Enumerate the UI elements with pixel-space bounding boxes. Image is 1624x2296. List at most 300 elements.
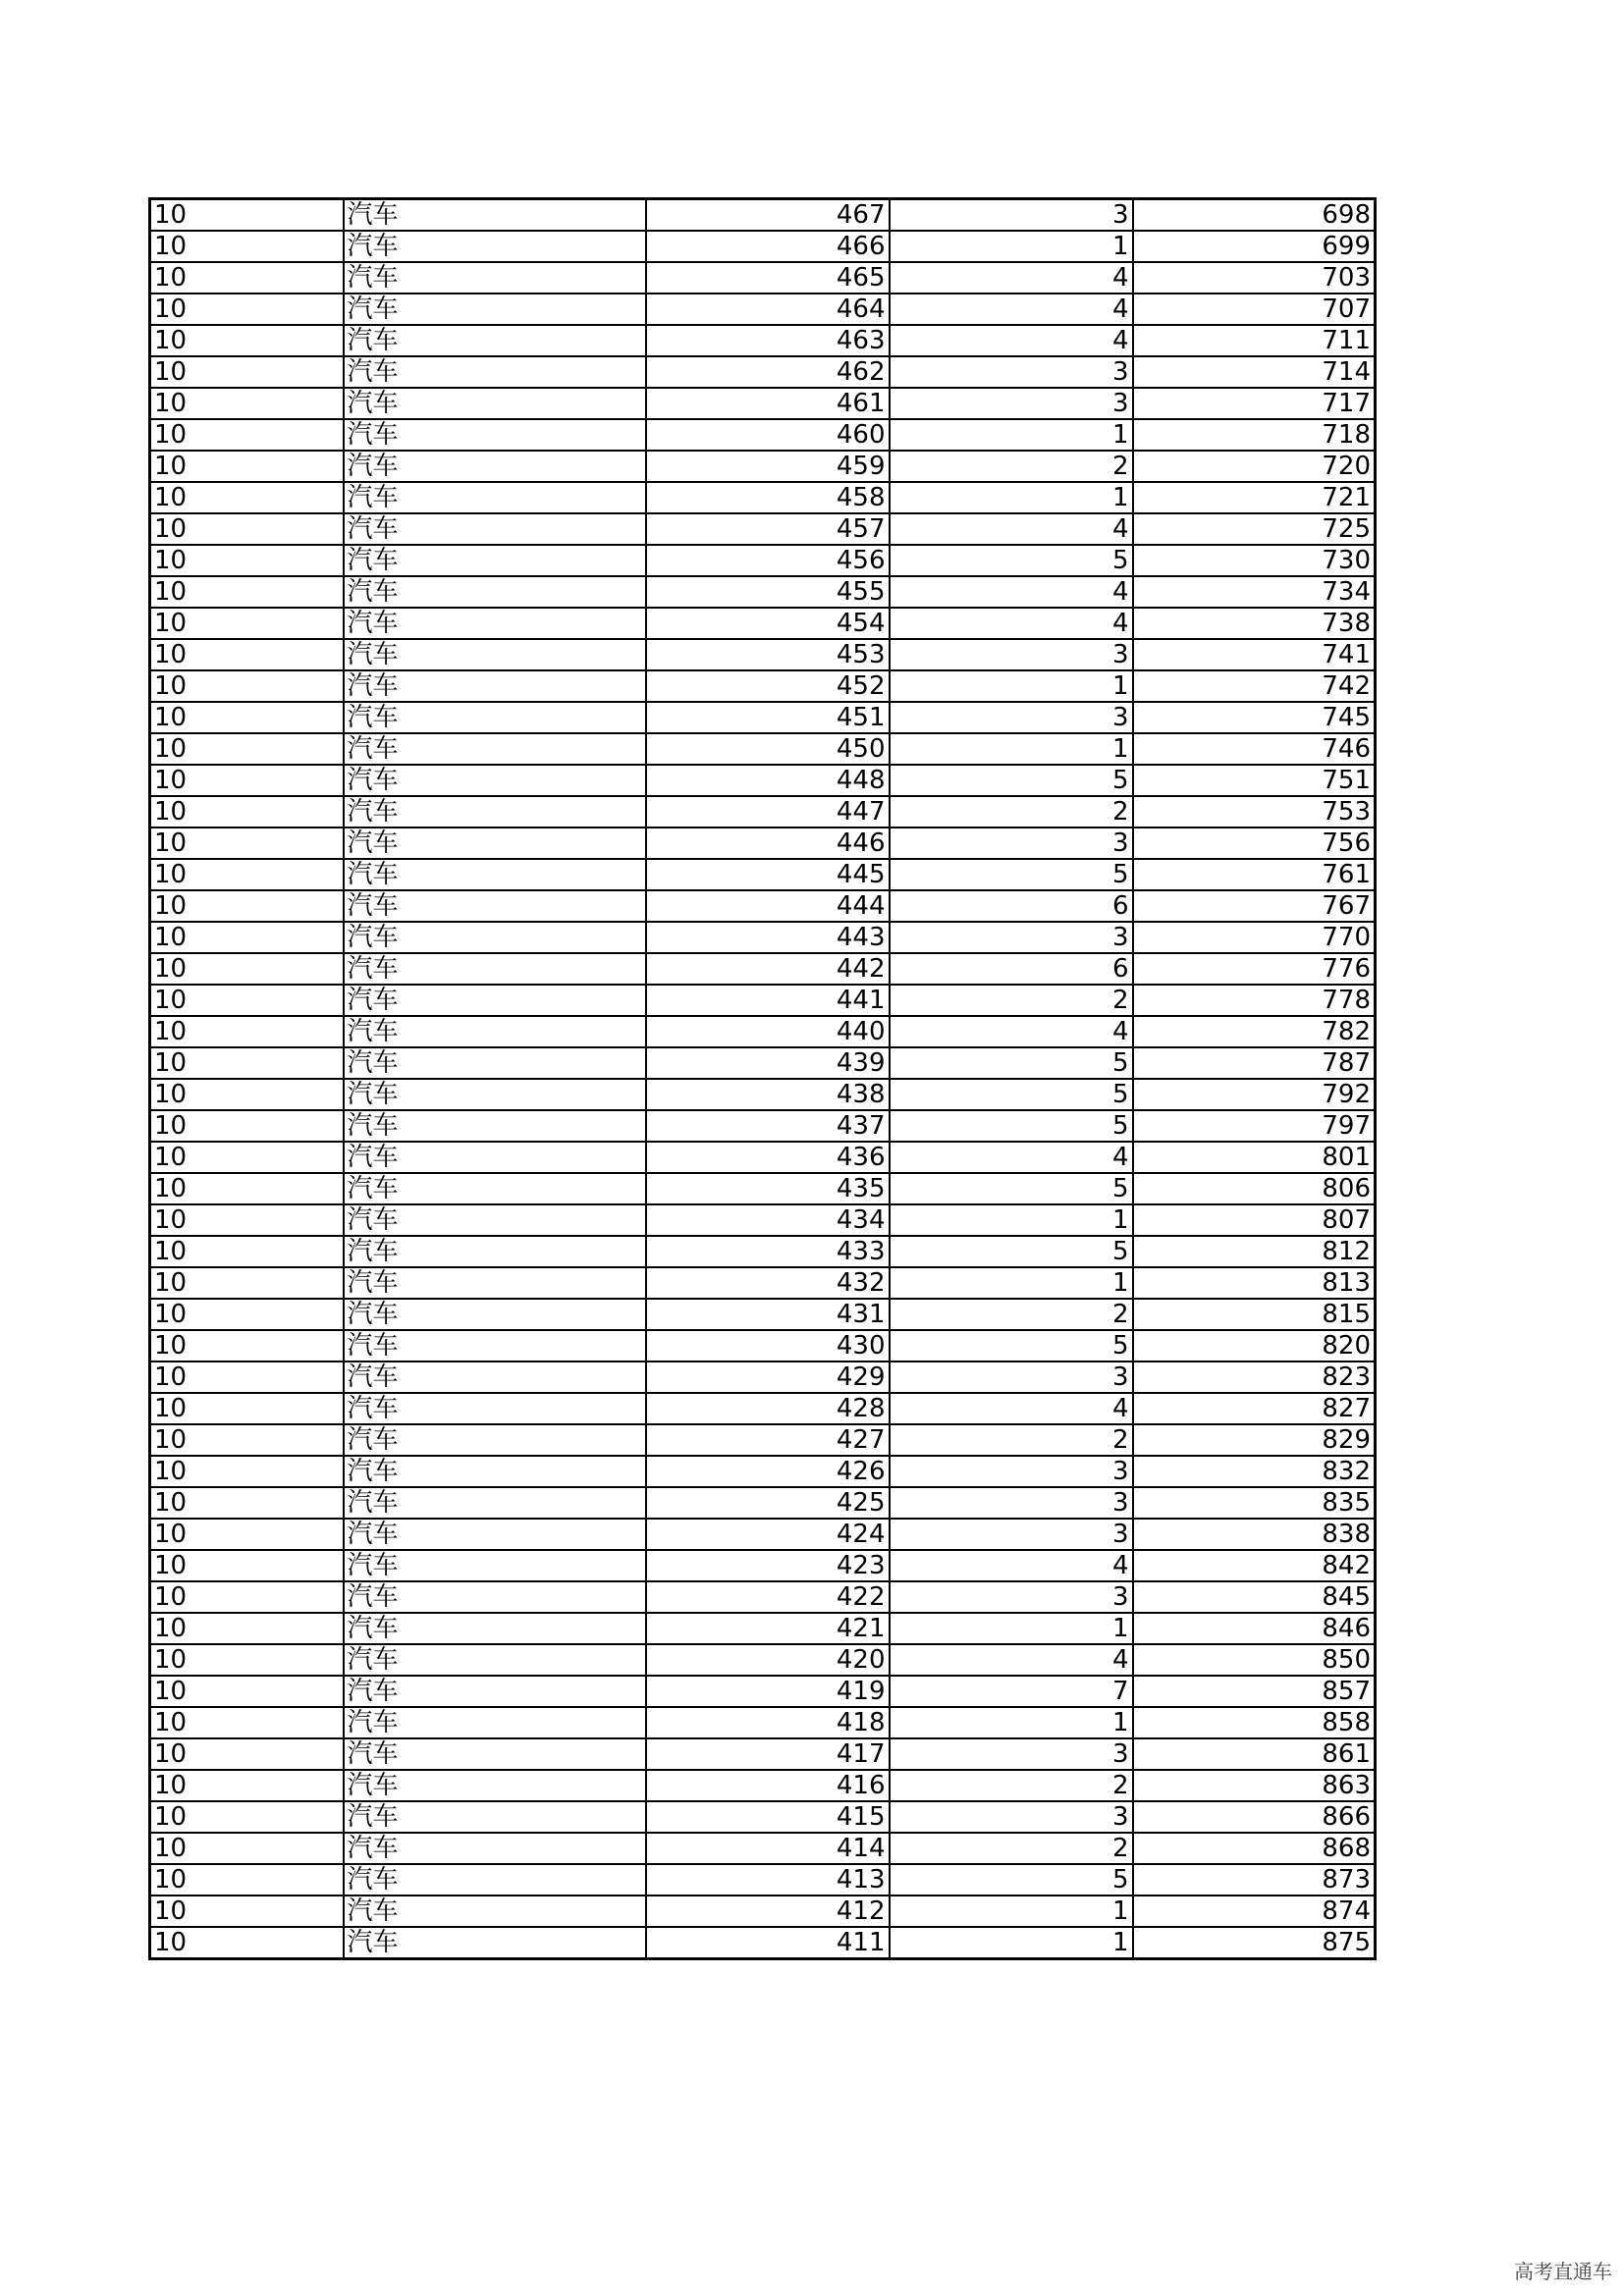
cell-score: 440: [646, 1016, 890, 1047]
cell-count: 5: [890, 1047, 1133, 1079]
cell-batch: 10: [150, 859, 344, 890]
cell-major: 汽车: [344, 922, 646, 953]
cell-major: 汽车: [344, 796, 646, 828]
cell-cumulative: 842: [1133, 1550, 1376, 1581]
cell-batch: 10: [150, 1896, 344, 1927]
cell-cumulative: 827: [1133, 1393, 1376, 1424]
cell-count: 5: [890, 1110, 1133, 1142]
cell-count: 4: [890, 513, 1133, 545]
cell-cumulative: 866: [1133, 1801, 1376, 1833]
cell-batch: 10: [150, 419, 344, 451]
cell-cumulative: 778: [1133, 985, 1376, 1016]
cell-score: 464: [646, 294, 890, 325]
table-row: [150, 1770, 1376, 1801]
cell-major: 汽车: [344, 325, 646, 356]
cell-cumulative: 761: [1133, 859, 1376, 890]
table-row: [150, 1613, 1376, 1644]
cell-batch: 10: [150, 985, 344, 1016]
cell-cumulative: 746: [1133, 733, 1376, 765]
table-row: [150, 1738, 1376, 1770]
cell-count: 5: [890, 1173, 1133, 1204]
cell-score: 443: [646, 922, 890, 953]
cell-score: 411: [646, 1927, 890, 1959]
table-row: [150, 1204, 1376, 1236]
cell-score: 421: [646, 1613, 890, 1644]
cell-count: 4: [890, 325, 1133, 356]
cell-batch: 10: [150, 953, 344, 985]
cell-batch: 10: [150, 765, 344, 796]
cell-major: 汽车: [344, 451, 646, 482]
cell-batch: 10: [150, 1267, 344, 1299]
cell-count: 3: [890, 1456, 1133, 1487]
cell-cumulative: 806: [1133, 1173, 1376, 1204]
cell-major: 汽车: [344, 1927, 646, 1959]
cell-count: 4: [890, 1393, 1133, 1424]
cell-cumulative: 753: [1133, 796, 1376, 828]
cell-count: 3: [890, 199, 1133, 232]
cell-major: 汽车: [344, 890, 646, 922]
cell-cumulative: 815: [1133, 1299, 1376, 1330]
cell-score: 420: [646, 1644, 890, 1676]
table-row: [150, 199, 1376, 232]
cell-cumulative: 751: [1133, 765, 1376, 796]
cell-cumulative: 782: [1133, 1016, 1376, 1047]
table-row: [150, 451, 1376, 482]
cell-score: 428: [646, 1393, 890, 1424]
cell-count: 3: [890, 702, 1133, 733]
cell-major: 汽车: [344, 1864, 646, 1896]
cell-count: 1: [890, 1927, 1133, 1959]
table-row: [150, 1487, 1376, 1519]
cell-count: 4: [890, 608, 1133, 639]
cell-major: 汽车: [344, 388, 646, 419]
cell-batch: 10: [150, 199, 344, 232]
cell-batch: 10: [150, 1487, 344, 1519]
cell-cumulative: 792: [1133, 1079, 1376, 1110]
table-row: [150, 1173, 1376, 1204]
cell-score: 456: [646, 545, 890, 576]
cell-score: 426: [646, 1456, 890, 1487]
cell-score: 415: [646, 1801, 890, 1833]
cell-major: 汽车: [344, 1173, 646, 1204]
cell-cumulative: 776: [1133, 953, 1376, 985]
cell-cumulative: 714: [1133, 356, 1376, 388]
cell-score: 460: [646, 419, 890, 451]
table-row: [150, 1644, 1376, 1676]
cell-major: 汽车: [344, 1676, 646, 1707]
cell-count: 3: [890, 1487, 1133, 1519]
cell-score: 414: [646, 1833, 890, 1864]
cell-score: 445: [646, 859, 890, 890]
table-row: [150, 1864, 1376, 1896]
cell-count: 5: [890, 859, 1133, 890]
cell-count: 2: [890, 1424, 1133, 1456]
cell-cumulative: 845: [1133, 1581, 1376, 1613]
cell-cumulative: 725: [1133, 513, 1376, 545]
cell-cumulative: 861: [1133, 1738, 1376, 1770]
cell-count: 1: [890, 482, 1133, 513]
cell-cumulative: 863: [1133, 1770, 1376, 1801]
cell-major: 汽车: [344, 1142, 646, 1173]
cell-major: 汽车: [344, 513, 646, 545]
cell-batch: 10: [150, 1330, 344, 1362]
cell-batch: 10: [150, 1550, 344, 1581]
table-row: [150, 1330, 1376, 1362]
cell-cumulative: 767: [1133, 890, 1376, 922]
cell-count: 5: [890, 1864, 1133, 1896]
cell-count: 4: [890, 294, 1133, 325]
cell-score: 457: [646, 513, 890, 545]
cell-cumulative: 787: [1133, 1047, 1376, 1079]
cell-batch: 10: [150, 1393, 344, 1424]
cell-count: 6: [890, 953, 1133, 985]
table-row: [150, 1927, 1376, 1959]
cell-score: 435: [646, 1173, 890, 1204]
cell-score: 448: [646, 765, 890, 796]
table-row: [150, 828, 1376, 859]
cell-score: 452: [646, 670, 890, 702]
table-row: [150, 1550, 1376, 1581]
cell-count: 5: [890, 545, 1133, 576]
cell-major: 汽车: [344, 419, 646, 451]
cell-count: 4: [890, 1016, 1133, 1047]
cell-score: 441: [646, 985, 890, 1016]
cell-score: 422: [646, 1581, 890, 1613]
table-row: [150, 1362, 1376, 1393]
cell-score: 446: [646, 828, 890, 859]
cell-major: 汽车: [344, 1613, 646, 1644]
cell-count: 4: [890, 1644, 1133, 1676]
cell-major: 汽车: [344, 1707, 646, 1738]
cell-count: 1: [890, 1613, 1133, 1644]
cell-major: 汽车: [344, 1236, 646, 1267]
cell-major: 汽车: [344, 953, 646, 985]
cell-count: 6: [890, 890, 1133, 922]
table-row: [150, 953, 1376, 985]
cell-major: 汽车: [344, 1487, 646, 1519]
table-row: [150, 1236, 1376, 1267]
cell-batch: 10: [150, 1362, 344, 1393]
cell-major: 汽车: [344, 262, 646, 294]
cell-batch: 10: [150, 482, 344, 513]
cell-count: 3: [890, 922, 1133, 953]
cell-count: 4: [890, 1550, 1133, 1581]
cell-score: 430: [646, 1330, 890, 1362]
cell-score: 425: [646, 1487, 890, 1519]
cell-count: 3: [890, 1738, 1133, 1770]
cell-count: 5: [890, 765, 1133, 796]
cell-batch: 10: [150, 451, 344, 482]
cell-score: 433: [646, 1236, 890, 1267]
cell-cumulative: 756: [1133, 828, 1376, 859]
cell-major: 汽车: [344, 1581, 646, 1613]
cell-major: 汽车: [344, 985, 646, 1016]
cell-score: 451: [646, 702, 890, 733]
cell-cumulative: 721: [1133, 482, 1376, 513]
table-row: [150, 608, 1376, 639]
cell-batch: 10: [150, 1047, 344, 1079]
table-row: [150, 1079, 1376, 1110]
cell-count: 3: [890, 828, 1133, 859]
cell-count: 1: [890, 1707, 1133, 1738]
cell-score: 463: [646, 325, 890, 356]
cell-count: 5: [890, 1079, 1133, 1110]
cell-cumulative: 868: [1133, 1833, 1376, 1864]
cell-batch: 10: [150, 796, 344, 828]
cell-score: 447: [646, 796, 890, 828]
cell-cumulative: 838: [1133, 1519, 1376, 1550]
cell-batch: 10: [150, 513, 344, 545]
table-row: [150, 1456, 1376, 1487]
cell-count: 1: [890, 733, 1133, 765]
cell-major: 汽车: [344, 1770, 646, 1801]
table-row: [150, 1424, 1376, 1456]
cell-major: 汽车: [344, 1896, 646, 1927]
cell-count: 5: [890, 1236, 1133, 1267]
cell-cumulative: 717: [1133, 388, 1376, 419]
cell-score: 418: [646, 1707, 890, 1738]
cell-cumulative: 823: [1133, 1362, 1376, 1393]
cell-cumulative: 730: [1133, 545, 1376, 576]
cell-batch: 10: [150, 1927, 344, 1959]
cell-batch: 10: [150, 1738, 344, 1770]
cell-major: 汽车: [344, 1267, 646, 1299]
cell-score: 427: [646, 1424, 890, 1456]
cell-batch: 10: [150, 1079, 344, 1110]
table-row: [150, 1142, 1376, 1173]
cell-score: 455: [646, 576, 890, 608]
cell-batch: 10: [150, 1581, 344, 1613]
cell-score: 424: [646, 1519, 890, 1550]
cell-cumulative: 813: [1133, 1267, 1376, 1299]
cell-count: 3: [890, 388, 1133, 419]
cell-batch: 10: [150, 1676, 344, 1707]
cell-batch: 10: [150, 639, 344, 670]
table-row: [150, 576, 1376, 608]
cell-cumulative: 745: [1133, 702, 1376, 733]
cell-cumulative: 718: [1133, 419, 1376, 451]
cell-major: 汽车: [344, 545, 646, 576]
table-row: [150, 702, 1376, 733]
table-row: [150, 513, 1376, 545]
table-row: [150, 1267, 1376, 1299]
cell-batch: 10: [150, 1613, 344, 1644]
table-row: [150, 294, 1376, 325]
cell-count: 4: [890, 576, 1133, 608]
cell-count: 3: [890, 1362, 1133, 1393]
cell-cumulative: 734: [1133, 576, 1376, 608]
cell-score: 459: [646, 451, 890, 482]
cell-batch: 10: [150, 545, 344, 576]
table-row: [150, 419, 1376, 451]
table-row: [150, 231, 1376, 262]
cell-count: 1: [890, 1267, 1133, 1299]
cell-cumulative: 801: [1133, 1142, 1376, 1173]
table-row: [150, 1393, 1376, 1424]
cell-cumulative: 742: [1133, 670, 1376, 702]
cell-major: 汽车: [344, 1393, 646, 1424]
cell-major: 汽车: [344, 482, 646, 513]
cell-count: 5: [890, 1330, 1133, 1362]
cell-batch: 10: [150, 1299, 344, 1330]
cell-cumulative: 741: [1133, 639, 1376, 670]
cell-cumulative: 807: [1133, 1204, 1376, 1236]
cell-score: 450: [646, 733, 890, 765]
table-row: [150, 356, 1376, 388]
cell-cumulative: 738: [1133, 608, 1376, 639]
watermark: 高考直通车: [1514, 2260, 1612, 2283]
cell-major: 汽车: [344, 576, 646, 608]
cell-major: 汽车: [344, 608, 646, 639]
cell-batch: 10: [150, 733, 344, 765]
cell-batch: 10: [150, 1236, 344, 1267]
cell-batch: 10: [150, 294, 344, 325]
cell-batch: 10: [150, 1833, 344, 1864]
cell-major: 汽车: [344, 1110, 646, 1142]
cell-cumulative: 850: [1133, 1644, 1376, 1676]
cell-batch: 10: [150, 1864, 344, 1896]
cell-batch: 10: [150, 1707, 344, 1738]
cell-batch: 10: [150, 262, 344, 294]
cell-batch: 10: [150, 1644, 344, 1676]
cell-major: 汽车: [344, 1550, 646, 1581]
cell-major: 汽车: [344, 1833, 646, 1864]
cell-major: 汽车: [344, 733, 646, 765]
cell-batch: 10: [150, 670, 344, 702]
score-table-container: [148, 197, 1377, 1960]
cell-score: 461: [646, 388, 890, 419]
cell-batch: 10: [150, 1173, 344, 1204]
table-row: [150, 1519, 1376, 1550]
cell-batch: 10: [150, 388, 344, 419]
score-table-body: [150, 199, 1376, 1959]
cell-score: 416: [646, 1770, 890, 1801]
cell-cumulative: 857: [1133, 1676, 1376, 1707]
table-row: [150, 1047, 1376, 1079]
table-row: [150, 765, 1376, 796]
cell-cumulative: 699: [1133, 231, 1376, 262]
cell-count: 2: [890, 1833, 1133, 1864]
cell-batch: 10: [150, 356, 344, 388]
cell-score: 462: [646, 356, 890, 388]
cell-batch: 10: [150, 1519, 344, 1550]
cell-count: 1: [890, 1204, 1133, 1236]
cell-major: 汽车: [344, 1738, 646, 1770]
cell-score: 465: [646, 262, 890, 294]
cell-count: 7: [890, 1676, 1133, 1707]
cell-cumulative: 698: [1133, 199, 1376, 232]
table-row: [150, 796, 1376, 828]
table-row: [150, 1016, 1376, 1047]
cell-count: 3: [890, 639, 1133, 670]
cell-count: 4: [890, 262, 1133, 294]
cell-score: 437: [646, 1110, 890, 1142]
cell-major: 汽车: [344, 1362, 646, 1393]
cell-count: 2: [890, 985, 1133, 1016]
cell-cumulative: 720: [1133, 451, 1376, 482]
table-row: [150, 1299, 1376, 1330]
cell-score: 467: [646, 199, 890, 232]
cell-batch: 10: [150, 1424, 344, 1456]
cell-batch: 10: [150, 1456, 344, 1487]
table-row: [150, 733, 1376, 765]
cell-major: 汽车: [344, 765, 646, 796]
cell-major: 汽车: [344, 1456, 646, 1487]
table-row: [150, 1801, 1376, 1833]
cell-major: 汽车: [344, 1801, 646, 1833]
table-row: [150, 1110, 1376, 1142]
cell-count: 1: [890, 231, 1133, 262]
cell-major: 汽车: [344, 1016, 646, 1047]
cell-batch: 10: [150, 1142, 344, 1173]
cell-score: 454: [646, 608, 890, 639]
cell-major: 汽车: [344, 702, 646, 733]
cell-batch: 10: [150, 1801, 344, 1833]
table-row: [150, 388, 1376, 419]
cell-batch: 10: [150, 1016, 344, 1047]
cell-major: 汽车: [344, 859, 646, 890]
cell-cumulative: 875: [1133, 1927, 1376, 1959]
cell-major: 汽车: [344, 1424, 646, 1456]
cell-major: 汽车: [344, 231, 646, 262]
cell-score: 429: [646, 1362, 890, 1393]
cell-major: 汽车: [344, 1204, 646, 1236]
cell-batch: 10: [150, 1770, 344, 1801]
cell-cumulative: 829: [1133, 1424, 1376, 1456]
cell-batch: 10: [150, 890, 344, 922]
table-row: [150, 1896, 1376, 1927]
cell-score: 453: [646, 639, 890, 670]
cell-count: 3: [890, 356, 1133, 388]
cell-cumulative: 820: [1133, 1330, 1376, 1362]
cell-score: 417: [646, 1738, 890, 1770]
cell-batch: 10: [150, 828, 344, 859]
cell-batch: 10: [150, 608, 344, 639]
cell-cumulative: 707: [1133, 294, 1376, 325]
cell-score: 413: [646, 1864, 890, 1896]
cell-batch: 10: [150, 702, 344, 733]
cell-major: 汽车: [344, 1519, 646, 1550]
table-row: [150, 1676, 1376, 1707]
table-row: [150, 985, 1376, 1016]
cell-major: 汽车: [344, 1644, 646, 1676]
cell-count: 3: [890, 1801, 1133, 1833]
cell-count: 3: [890, 1519, 1133, 1550]
cell-count: 1: [890, 419, 1133, 451]
table-row: [150, 670, 1376, 702]
cell-score: 466: [646, 231, 890, 262]
cell-count: 2: [890, 796, 1133, 828]
cell-count: 1: [890, 1896, 1133, 1927]
cell-major: 汽车: [344, 1299, 646, 1330]
cell-score: 438: [646, 1079, 890, 1110]
cell-cumulative: 711: [1133, 325, 1376, 356]
table-row: [150, 325, 1376, 356]
cell-batch: 10: [150, 325, 344, 356]
cell-score: 432: [646, 1267, 890, 1299]
cell-score: 434: [646, 1204, 890, 1236]
cell-count: 2: [890, 1299, 1133, 1330]
score-table: [148, 197, 1377, 1960]
cell-score: 442: [646, 953, 890, 985]
table-row: [150, 545, 1376, 576]
cell-score: 436: [646, 1142, 890, 1173]
cell-count: 3: [890, 1581, 1133, 1613]
cell-batch: 10: [150, 576, 344, 608]
cell-score: 412: [646, 1896, 890, 1927]
cell-count: 2: [890, 1770, 1133, 1801]
cell-batch: 10: [150, 1204, 344, 1236]
